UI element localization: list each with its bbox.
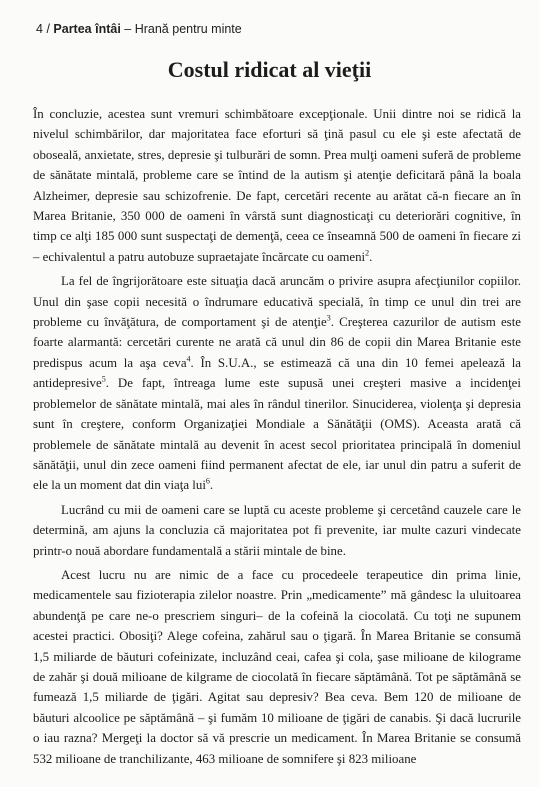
paragraph xyxy=(33,271,521,495)
text-run: În concluzie, acestea sunt vremuri schimbătoare excepţionale. Unii dintre noi se ridică la nivelul schimbărilor, dar majoritatea face eforturi să ţină pasul cu ele şi este afectată de oboseală, anxietate, stres, depresie şi tulburări de somn. Prea mulţi oameni suferă de probleme de sănătate mintală, probleme care se întind de la autism şi atenţie deficitară până la boala Alzheimer, depresie sau schizofrenie. De fapt, cercetări recente au arătat că-n fiecare an în Marea Britanie, 350 000 de oameni în vârstă sunt diagnosticaţi cu deteriorări cognitive, în timp ce alţi 185 000 sunt suspectaţi de demenţă, ceea ce înseamnă 500 de oameni în fiecare zi – echivalentul a patru autobuze supraetajate încărcate cu oameni xyxy=(33,107,521,264)
footnote-ref: 2 xyxy=(365,248,370,258)
paragraph xyxy=(33,500,521,561)
part-title: Partea întâi xyxy=(53,22,121,36)
text-run: La fel de îngrijorătoare este situaţia dacă aruncăm o privire asupra afecţiunilor copiilor. Unul din şase copii necesită o îndrumare educativă specială, în timp ce unul din trei are probleme cu învăţătura, de comportament şi de atenţie xyxy=(33,274,521,330)
paragraph xyxy=(33,565,521,769)
paragraph xyxy=(33,104,521,267)
text-run: . xyxy=(369,249,373,264)
running-header xyxy=(36,22,242,36)
footnote-ref: 3 xyxy=(326,313,331,323)
text-run: . În S.U.A., se estimează că una din 10 femei apelează la antidepresive xyxy=(33,355,521,391)
text-run: . De fapt, întreaga lume este supusă unei creşteri masive a incidenţei problemelor de sănătate mintală, mai ales în rândul tinerilor. Sinuciderea, violenţa şi depresia sunt în creştere, conform Organizaţiei Mondiale a Sănătăţii (OMS). Aceasta arată că problemele de sănătate mintală au devenit în acest secol prioritatea principală în domeniul sănătăţii, unul din zece oameni fiind permanent afectat de ele, iar unul din patru a suferit de ele la un moment dat din viaţa lui xyxy=(33,376,521,493)
text-run: . xyxy=(209,478,214,493)
header-separator: / xyxy=(46,22,50,36)
footnote-ref: 6 xyxy=(205,477,210,487)
chapter-title: Costul ridicat al vieţii xyxy=(167,57,372,82)
book-title: Hrană pentru minte xyxy=(134,22,242,36)
text-run: Acest lucru nu are nimic de a face cu procedeele terapeutice din prima linie, medicamentele sau fizioterapia zilelor noastre. Prin „medicamente” mă gândesc la uluitoarea abundenţă pe care ne-o prescriem singuri– de la cofeină la ciocolată. Cu toţi ne supunem acestei practici. Obosiţi? Alege cofeina, zahărul sau o ţigară. În Marea Britanie se consumă 1,5 miliarde de băuturi cofeinizate, incluzând ceai, cafea şi cola, şase milioane de kilograme de zahăr şi două milioane de kilgrame de ciocolată în fiecare săptămână. Tot pe săptămână se fumează 1,5 miliarde de ţigări. Agitat sau depresiv? Bea ceva. Bem 120 de milioane de băuturi alcoolice pe săptămână – şi fumăm 10 milioane de ţigări de canabis. Şi dacă lucrurile o iau razna? Mergeţi la doctor să vă prescrie un medicament. În Marea Britanie se consumă 532 milioane de tranchilizante, 463 milioane de somnifere şi 823 milioane xyxy=(33,567,521,766)
footnote-ref: 5 xyxy=(101,374,106,384)
page-number: 4 xyxy=(36,22,43,36)
text-run: . Creşterea cazurilor de autism este foarte alarmantă: cercetări curente ne arată că unul din 86 de copii din Marea Britanie este predispus acum la aşa ceva xyxy=(33,315,521,370)
header-dash: – xyxy=(124,22,132,36)
body-text xyxy=(33,104,521,773)
text-run: Lucrând cu mii de oameni care se luptă cu aceste probleme şi cercetând cauzele care le determină, am ajuns la concluzia că majoritatea pot fi prevenite, iar multe cazuri vindecate printr-o nouă abordare fundamentală a stării mintale de bine. xyxy=(33,502,521,558)
footnote-ref: 4 xyxy=(186,354,191,364)
